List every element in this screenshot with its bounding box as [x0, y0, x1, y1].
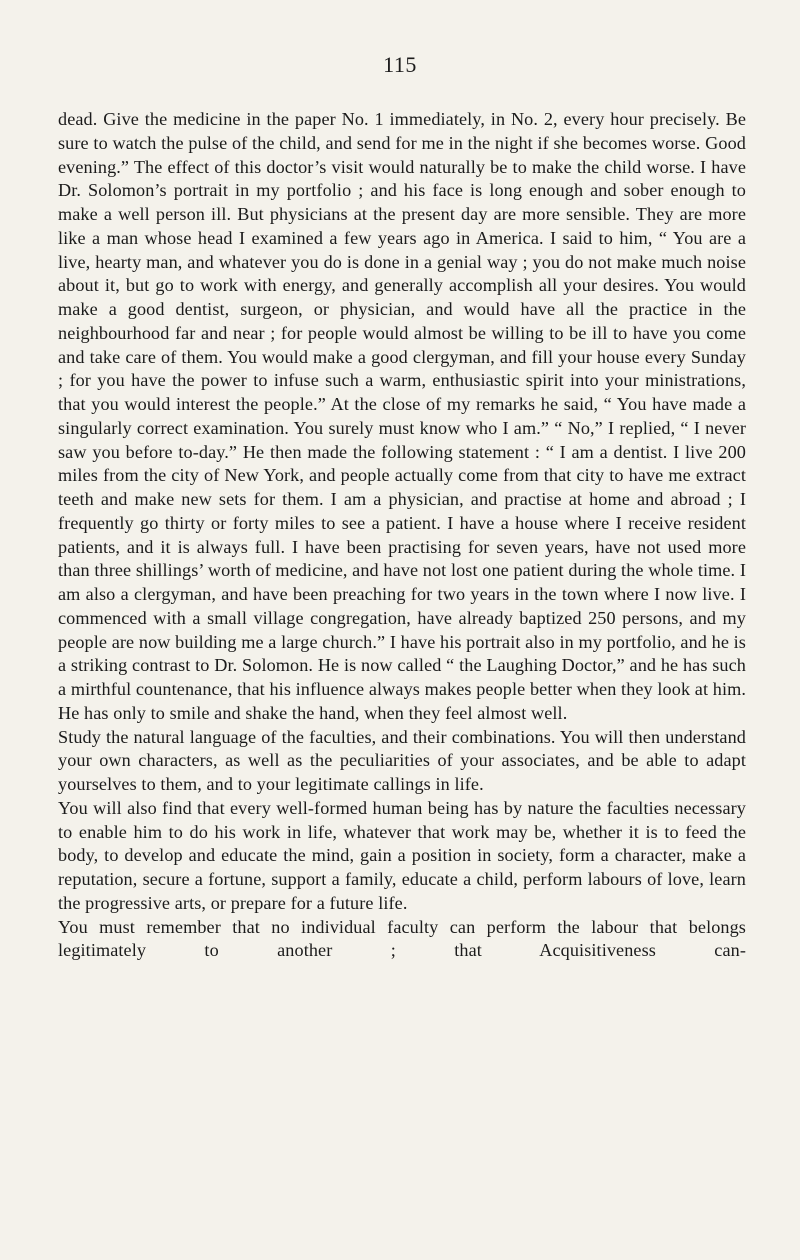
paragraph-4: You must remember that no individual faculty can perform the labour that belongs legitimately to another ; that Acquisitiveness can-: [58, 916, 746, 961]
paragraph-2: Study the natural language of the faculties, and their combinations. You will then understand your own characters, as well as the peculiarities of your associates, and be able to adapt yourselves to them, and to your legitimate callings in life.: [58, 726, 746, 794]
paragraph-3: You will also find that every well-formed human being has by nature the faculties necessary to enable him to do his work in life, whatever that work may be, whether it is to feed the body, to develop and educate the mind, gain a position in society, form a character, make a reputation, secure a fortune, support a family, educate a child, perform labours of love, learn the progressive arts, or prepare for a future life.: [58, 797, 746, 913]
page-number: 115: [383, 52, 417, 77]
paragraph-1: dead. Give the medicine in the paper No. 1 immediately, in No. 2, every hour precisely. Be sure to watch the pulse of the child, and send for me in the night if she becomes worse. Good evening.” The effect of this doctor’s visit would naturally be to make the child worse. I have Dr. Solomon’s portrait in my portfolio ; and his face is long enough and sober enough to make a well person ill. But physicians at the present day are more sensible. They are more like a man whose head I examined a few years ago in America. I said to him, “ You are a live, hearty man, and whatever you do is done in a genial way ; you do not make much noise about it, but go to work with energy, and generally accomplish all your desires. You would make a good dentist, surgeon, or physician, and would have all the practice in the neighbourhood far and near ; for people would almost be willing to be ill to have you come and take care of them. You would make a good clergyman, and fill your house every Sunday ; for you have the power to infuse such a warm, enthusiastic spirit into your ministrations, that you would interest the people.” At the close of my remarks he said, “ You have made a singularly correct examination. You surely must know who I am.” “ No,” I replied, “ I never saw you before to-day.” He then made the following statement : “ I am a dentist. I live 200 miles from the city of New York, and people actually come from that city to have me extract teeth and make new sets for them. I am a physician, and practise at home and abroad ; I frequently go thirty or forty miles to see a patient. I have a house where I receive resident patients, and it is always full. I have been practising for seven years, have not used more than three shillings’ worth of medicine, and have not lost one patient during the whole time. I am also a clergyman, and have been preaching for two years in the town where I now live. I commenced with a small village congregation, have already baptized 250 persons, and my people are now building me a large church.” I have his portrait also in my portfolio, and he is a striking contrast to Dr. Solomon. He is now called “ the Laughing Doctor,” and he has such a mirthful countenance, that his influence always makes people better when they look at him. He has only to smile and shake the hand, when they feel almost well.: [58, 109, 746, 723]
body-text: [58, 108, 746, 963]
